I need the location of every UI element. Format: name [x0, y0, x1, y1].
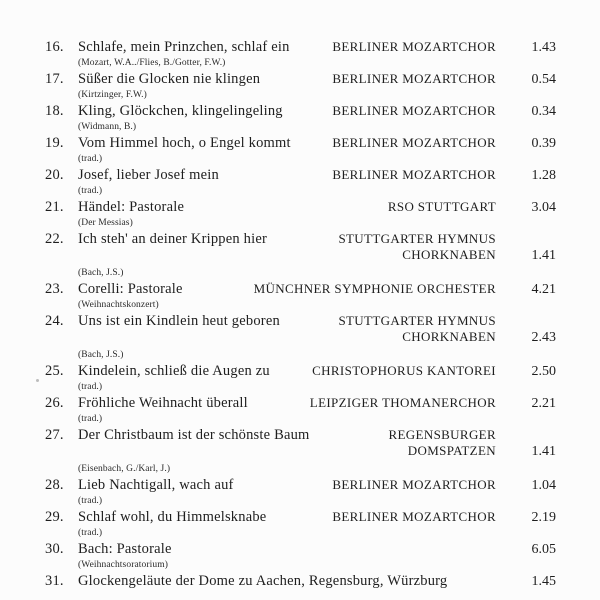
track-duration: 2.19: [531, 510, 556, 525]
track-number: 27.: [45, 427, 64, 443]
track-performer-continued-line: [45, 329, 556, 346]
track-duration: 2.21: [531, 396, 556, 411]
track-row: [45, 281, 556, 310]
track-composer: (Weihnachtskonzert): [78, 299, 159, 310]
track-number: 30.: [45, 541, 64, 557]
track-row: [45, 477, 556, 506]
track-duration: 1.04: [531, 478, 556, 493]
track-performer: MÜNCHNER SYMPHONIE ORCHESTER: [253, 281, 496, 296]
track-composer: (trad.): [78, 413, 103, 424]
track-row: [45, 395, 556, 424]
track-row: [45, 39, 556, 68]
track-composer: (Eisenbach, G./Karl, J.): [78, 463, 171, 474]
track-duration: 1.41: [531, 248, 556, 263]
track-main-line: [45, 103, 556, 120]
track-number: 17.: [45, 71, 64, 87]
track-performer-continued: CHORKNABEN: [402, 247, 496, 262]
track-title: Kindelein, schließ die Augen zu: [78, 363, 270, 379]
track-title: Schlafe, mein Prinzchen, schlaf ein: [78, 39, 290, 55]
track-title: Bach: Pastorale: [78, 541, 172, 557]
track-composer: (trad.): [78, 527, 103, 538]
track-row: [45, 103, 556, 132]
track-composer: (Widmann, B.): [78, 121, 137, 132]
track-duration: 1.45: [531, 574, 556, 589]
track-row: [45, 71, 556, 100]
track-row: [45, 363, 556, 392]
track-row: [45, 541, 556, 570]
track-number: 24.: [45, 313, 64, 329]
track-performer: BERLINER MOZARTCHOR: [332, 477, 496, 492]
track-performer-continued: DOMSPATZEN: [407, 443, 496, 458]
track-main-line: [45, 199, 556, 216]
track-row: [45, 199, 556, 228]
track-number: 19.: [45, 135, 64, 151]
track-number: 22.: [45, 231, 64, 247]
track-number: 20.: [45, 167, 64, 183]
track-composer: (Mozart, W.A../Flies, B./Gotter, F.W.): [78, 57, 226, 68]
track-title: Kling, Glöckchen, klingelingeling: [78, 103, 283, 119]
track-duration: 0.34: [531, 104, 556, 119]
track-title: Süßer die Glocken nie klingen: [78, 71, 261, 87]
tracklist: [45, 39, 556, 590]
track-composer: (trad.): [78, 153, 103, 164]
track-main-line: [45, 281, 556, 298]
track-title: Uns ist ein Kindlein heut geboren: [78, 313, 280, 329]
track-duration: 0.39: [531, 136, 556, 151]
track-performer: BERLINER MOZARTCHOR: [332, 135, 496, 150]
track-performer-continued-line: [45, 247, 556, 264]
track-title: Ich steh' an deiner Krippen hier: [78, 231, 267, 247]
track-main-line: [45, 39, 556, 56]
track-number: 23.: [45, 281, 64, 297]
track-main-line: [45, 313, 556, 329]
track-row: [45, 427, 556, 474]
track-number: 21.: [45, 199, 64, 215]
track-main-line: [45, 395, 556, 412]
track-title: Glockengeläute der Dome zu Aachen, Regensburg, Würzburg: [78, 573, 448, 589]
track-main-line: [45, 509, 556, 526]
track-performer: LEIPZIGER THOMANERCHOR: [309, 395, 496, 410]
track-main-line: [45, 477, 556, 494]
track-duration: 2.43: [531, 330, 556, 345]
track-performer: BERLINER MOZARTCHOR: [332, 71, 496, 86]
track-row: [45, 573, 556, 590]
track-number: 25.: [45, 363, 64, 379]
track-duration: 3.04: [531, 200, 556, 215]
track-main-line: [45, 541, 556, 558]
track-duration: 1.41: [531, 444, 556, 459]
track-composer: (trad.): [78, 381, 103, 392]
track-title: Corelli: Pastorale: [78, 281, 183, 297]
track-performer-continued-line: [45, 443, 556, 460]
track-composer: (Der Messias): [78, 217, 133, 228]
track-main-line: [45, 363, 556, 380]
track-title: Lieb Nachtigall, wach auf: [78, 477, 234, 493]
track-title: Fröhliche Weihnacht überall: [78, 395, 248, 411]
track-number: 28.: [45, 477, 64, 493]
track-row: [45, 313, 556, 360]
track-composer: (Bach, J.S.): [78, 267, 124, 278]
track-performer-continued: CHORKNABEN: [402, 329, 496, 344]
track-main-line: [45, 573, 556, 590]
track-performer: CHRISTOPHORUS KANTOREI: [312, 363, 496, 378]
track-composer: (trad.): [78, 495, 103, 506]
track-main-line: [45, 167, 556, 184]
track-duration: 6.05: [531, 542, 556, 557]
track-number: 18.: [45, 103, 64, 119]
track-composer: (Kirtzinger, F.W.): [78, 89, 147, 100]
track-title: Der Christbaum ist der schönste Baum: [78, 427, 310, 443]
track-composer: (Bach, J.S.): [78, 349, 124, 360]
track-main-line: [45, 427, 556, 443]
track-row: [45, 509, 556, 538]
track-performer: REGENSBURGER: [388, 427, 496, 442]
track-composer: (trad.): [78, 185, 103, 196]
track-title: Schlaf wohl, du Himmelsknabe: [78, 509, 267, 525]
track-number: 16.: [45, 39, 64, 55]
track-performer: BERLINER MOZARTCHOR: [332, 509, 496, 524]
track-main-line: [45, 135, 556, 152]
track-number: 29.: [45, 509, 64, 525]
track-row: [45, 135, 556, 164]
track-performer: RSO STUTTGART: [387, 199, 496, 214]
track-main-line: [45, 231, 556, 247]
track-main-line: [45, 71, 556, 88]
track-performer: BERLINER MOZARTCHOR: [332, 103, 496, 118]
track-performer: BERLINER MOZARTCHOR: [332, 39, 496, 54]
track-title: Josef, lieber Josef mein: [78, 167, 219, 183]
track-duration: 4.21: [531, 282, 556, 297]
track-duration: 2.50: [531, 364, 556, 379]
track-duration: 1.28: [531, 168, 556, 183]
track-performer: STUTTGARTER HYMNUS: [338, 313, 496, 328]
track-duration: 0.54: [531, 72, 556, 87]
track-title: Vom Himmel hoch, o Engel kommt: [78, 135, 291, 151]
track-number: 26.: [45, 395, 64, 411]
track-row: [45, 167, 556, 196]
track-row: [45, 231, 556, 278]
track-performer: BERLINER MOZARTCHOR: [332, 167, 496, 182]
track-title: Händel: Pastorale: [78, 199, 185, 215]
track-number: 31.: [45, 573, 64, 589]
print-speck: [36, 379, 39, 382]
track-composer: (Weihnachtsoratorium): [78, 559, 168, 570]
track-performer: STUTTGARTER HYMNUS: [338, 231, 496, 246]
track-duration: 1.43: [531, 40, 556, 55]
